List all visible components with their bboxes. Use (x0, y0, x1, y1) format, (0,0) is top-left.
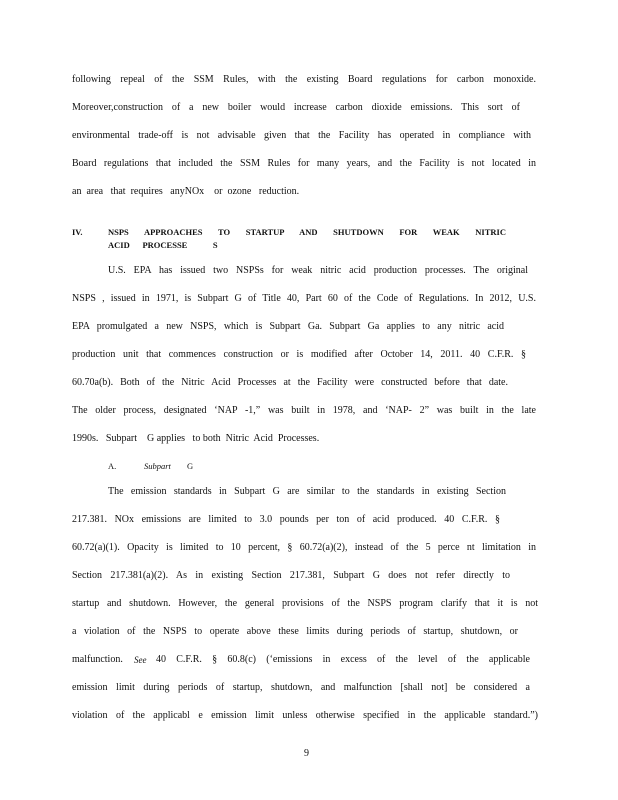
section-number: IV. (72, 227, 83, 237)
paragraph-3-line-6: a violation of the NSPS to operate above these limits during periods of startup, shutdown, or (72, 626, 518, 637)
paragraph-3-line-4: Section 217.381(a)(2). As in existing Section 217.381, Subpart G does not refer directly to (72, 570, 510, 581)
paragraph-1-line-1: following repeal of the SSM Rules, with the existing Board regulations for carbon monoxide. (72, 74, 536, 85)
paragraph-2-line-3: EPA promulgated a new NSPS, which is Subpart Ga. Subpart Ga applies to any nitric acid (72, 321, 504, 332)
paragraph-3-line-1: The emission standards in Subpart G are similar to the standards in existing Section (108, 486, 506, 497)
paragraph-3-line-9: violation of the applicabl e emission limit unless otherwise specified in the applicable standard.”) (72, 710, 538, 721)
paragraph-2-line-5: 60.70a(b). Both of the Nitric Acid Processes at the Facility were constructed before that date. (72, 377, 508, 388)
paragraph-3-line-7-rest: 40 C.F.R. § 60.8(c) (‘emissions in excess of the level of the applicable (156, 654, 530, 665)
paragraph-2-line-1: U.S. EPA has issued two NSPSs for weak nitric acid production processes. The original (108, 265, 528, 276)
see-signal: See (134, 655, 147, 665)
paragraph-3-line-3: 60.72(a)(1). Opacity is limited to 10 percent, § 60.72(a)(2), instead of the 5 perce nt limitation in (72, 542, 536, 553)
section-title-line-1: NSPS APPROACHES TO STARTUP AND SHUTDOWN FOR WEAK NITRIC (108, 227, 506, 237)
subsection-letter: A. (108, 461, 117, 471)
paragraph-1-line-5: an area that requires anyNOx or ozone reduction. (72, 186, 300, 197)
subsection-title-rest: G (187, 461, 194, 471)
paragraph-2-line-6: The older process, designated ‘NAP -1,” was built in 1978, and ‘NAP- 2” was built in the late (72, 405, 536, 416)
paragraph-3-line-8: emission limit during periods of startup, shutdown, and malfunction [shall not] be considered a (72, 682, 530, 693)
subsection-title-italic: Subpart (144, 461, 171, 471)
page-number: 9 (304, 748, 309, 759)
paragraph-2-line-4: production unit that commences construction or is modified after October 14, 2011. 40 C.F.R. § (72, 349, 526, 360)
paragraph-3-line-2: 217.381. NOx emissions are limited to 3.0 pounds per ton of acid produced. 40 C.F.R. § (72, 514, 500, 525)
paragraph-1-line-4: Board regulations that included the SSM Rules for many years, and the Facility is not located in (72, 158, 536, 169)
section-title-line-2: ACID PROCESSE S (108, 240, 218, 250)
paragraph-3-line-7-start: malfunction. (72, 654, 123, 665)
paragraph-3-line-5: startup and shutdown. However, the general provisions of the NSPS program clarify that it is not (72, 598, 538, 609)
paragraph-2-line-2: NSPS , issued in 1971, is Subpart G of Title 40, Part 60 of the Code of Regulations. In 2012, U.S. (72, 293, 536, 304)
paragraph-2-line-7: 1990s. Subpart G applies to both Nitric Acid Processes. (72, 433, 320, 444)
paragraph-1-line-2: Moreover,construction of a new boiler would increase carbon dioxide emissions. This sort of (72, 102, 520, 113)
paragraph-1-line-3: environmental trade-off is not advisable given that the Facility has operated in compliance with (72, 130, 531, 141)
